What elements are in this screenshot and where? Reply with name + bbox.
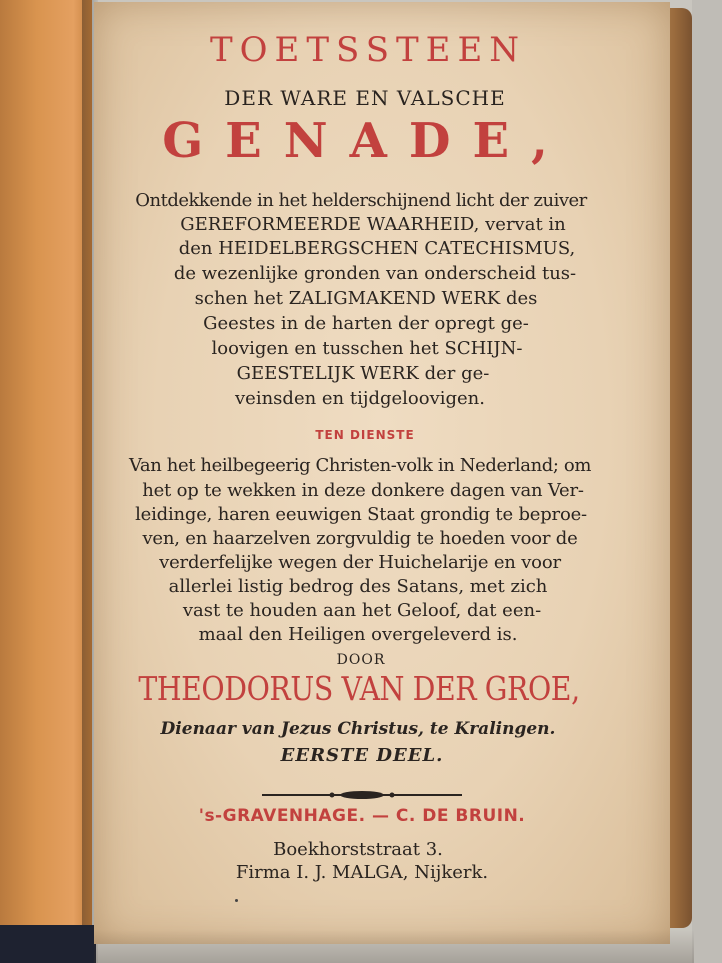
purpose-line: maal den Heiligen overgeleverd is. — [198, 624, 518, 645]
description-line: loovigen en tusschen het SCHIJN- — [211, 338, 523, 359]
purpose-line: ven, en haarzelven zorgvuldig te hoeden voor de — [142, 528, 578, 549]
bottom-shadow — [94, 930, 694, 963]
description-line: schen het ZALIGMAKEND WERK des — [194, 288, 538, 309]
author-name: THEODORUS VAN DER GROE, — [138, 669, 580, 708]
description-line: de wezenlijke gronden van onderscheid tus- — [173, 263, 577, 284]
volume-label: EERSTE DEEL. — [280, 745, 444, 766]
book-subtitle: DER WARE EN VALSCHE — [224, 86, 506, 110]
door-label: DOOR — [336, 652, 386, 668]
main-title-word: GENADE, — [162, 113, 570, 169]
ink-speck — [235, 899, 238, 902]
description-line: Geestes in de harten der opregt ge- — [203, 313, 529, 334]
description-line: GEREFORMEERDE WAARHEID, vervat in — [180, 214, 566, 235]
left-cover — [0, 0, 92, 963]
purpose-line: het op te wekken in deze donkere dagen van Ver- — [142, 480, 584, 501]
ten-dienste-heading: TEN DIENSTE — [315, 428, 415, 442]
ornament-rule — [262, 790, 462, 800]
description-line: veinsden en tijdgeloovigen. — [235, 388, 485, 409]
purpose-line: leidinge, haren eeuwigen Staat grondig te beproe- — [135, 504, 587, 525]
description-line: Ontdekkende in het helderschijnend licht der zuiver — [135, 190, 587, 211]
background-surface — [692, 0, 722, 963]
description-line: den HEIDELBERGSCHEN CATECHISMUS, — [178, 238, 576, 259]
purpose-line: allerlei listig bedrog des Satans, met zich — [168, 576, 548, 597]
binding-corner — [0, 925, 96, 963]
author-role: Dienaar van Jezus Christus, te Kralingen. — [160, 719, 556, 739]
printer-firm: Firma I. J. MALGA, Nijkerk. — [235, 862, 489, 883]
purpose-line: Van het heilbegeerig Christen-volk in Nederland; om — [128, 455, 592, 476]
purpose-line: verderfelijke wegen der Huichelarije en voor — [159, 552, 561, 573]
publisher-address: Boekhorststraat 3. — [273, 839, 443, 860]
book-title: TOETSSTEEN — [209, 30, 527, 70]
purpose-line: vast te houden aan het Geloof, dat een- — [182, 600, 542, 621]
description-line: GEESTELIJK WERK der ge- — [236, 363, 490, 384]
publisher-line: 's-GRAVENHAGE. — C. DE BRUIN. — [198, 806, 526, 826]
